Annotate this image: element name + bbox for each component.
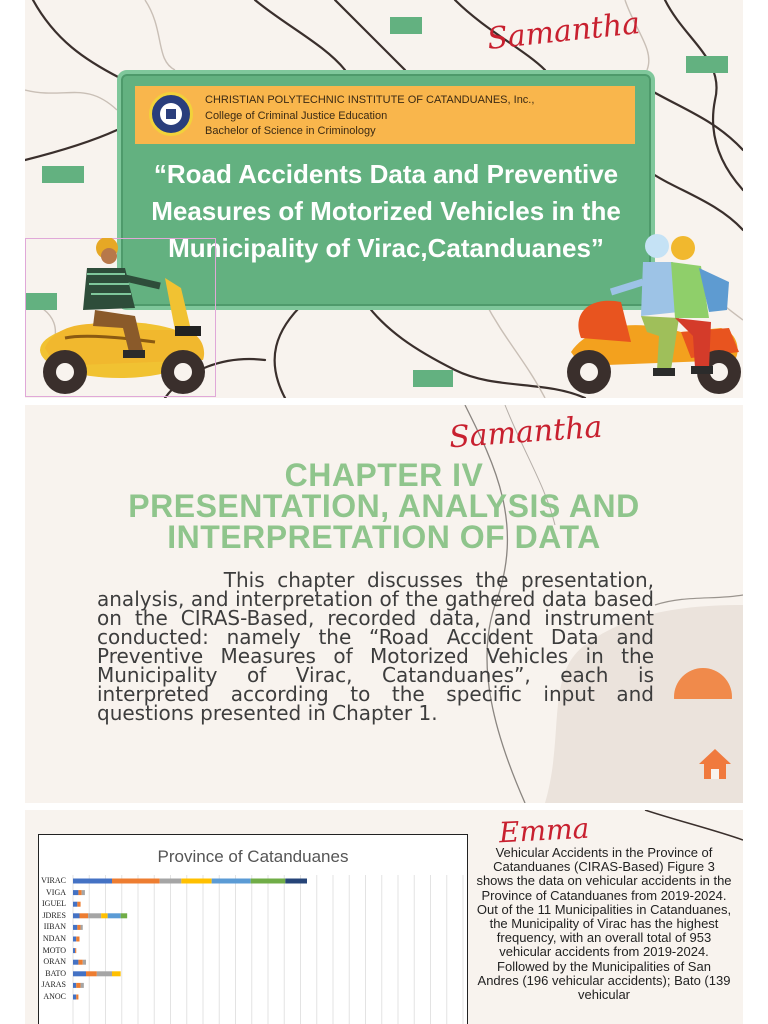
institution-name: CHRISTIAN POLYTECHNIC INSTITUTE OF CATANDUANES, Inc.,: [205, 94, 535, 106]
chart-bar-segment: [97, 971, 112, 976]
chart-bar-segment: [76, 995, 78, 1000]
chart-bar-segment: [73, 913, 80, 918]
signature: Emma: [498, 811, 591, 850]
chart-bar-segment: [73, 937, 76, 942]
chart-bar-segment: [112, 971, 121, 976]
chart-tick-label: IGUEL: [42, 899, 66, 909]
chart-bar-segment: [75, 948, 76, 953]
chart-bar-segment: [73, 983, 76, 988]
institution-seal-logo: [149, 92, 193, 136]
chapter-title-line2: INTERPRETATION OF DATA: [167, 519, 601, 555]
scooter-rider-illustration: [25, 238, 217, 398]
chart-bar-segment: [212, 879, 251, 884]
chart-bar-segment: [86, 971, 97, 976]
chart-bar-segment: [77, 925, 80, 930]
research-title: “Road Accidents Data and Preventive Measures of Motorized Vehicles in the Municipality of Virac,Catanduanes”: [151, 159, 621, 263]
chart-bar-segment: [81, 983, 84, 988]
home-icon: [697, 747, 733, 781]
chart-bar-segment: [73, 925, 77, 930]
chart-bar-segment: [73, 960, 78, 965]
chapter-title-line1: PRESENTATION, ANALYSIS AND: [128, 488, 640, 524]
chapter-number: CHAPTER IV: [284, 457, 484, 493]
chart-tick-label: VIRAC: [41, 876, 66, 885]
chart-title: Province of Catanduanes: [157, 847, 349, 866]
chart-bar-segment: [80, 913, 89, 918]
chart-bar-segment: [73, 971, 86, 976]
chart-bar-segment: [83, 960, 86, 965]
figure-section: [25, 810, 743, 1024]
map-marker-tag: [413, 370, 453, 387]
chart-tick-label: JDRES: [42, 910, 66, 920]
chart-tick-label: NDAN: [42, 934, 66, 943]
chart-bar-segment: [73, 890, 78, 895]
chart-bar-segment: [76, 983, 80, 988]
map-marker-tag: [42, 166, 84, 183]
chart-bar-segment: [88, 913, 101, 918]
chart-bar-segment: [73, 879, 112, 884]
signature: Samantha: [447, 409, 604, 456]
chart-bar-segment: [285, 879, 307, 884]
chart-tick-label: JARAS: [41, 980, 66, 990]
map-marker-tag: [686, 56, 728, 73]
chapter-introduction-paragraph: This chapter discusses the presentation, analysis, and interpretation of the gathered data based on the CIRAS-Based, recorded data, and instrument conducted: namely the “Road Accident Data and Preventive Measures of Motorized Vehicles in the Municipality of Virac, Catanduanes”, each is interpreted according to the specific input and questions presented in Chapter 1.: [97, 568, 654, 725]
chart-bar-segment: [121, 913, 128, 918]
college-name: College of Criminal Justice Education: [205, 110, 388, 122]
chart-bar-segment: [82, 890, 85, 895]
chart-plot-area: [39, 835, 467, 1024]
chart-bar-segment: [76, 937, 79, 942]
chart-bar-segment: [78, 890, 81, 895]
chart-bar-segment: [73, 902, 77, 907]
chart-tick-label: ANOC: [43, 992, 66, 1001]
chapter-section: [25, 405, 743, 803]
chart-bar-segment: [73, 995, 76, 1000]
chart-tick-label: VIGA: [46, 887, 66, 897]
chart-tick-label: BATO: [45, 968, 66, 978]
chart-bar-segment: [160, 879, 182, 884]
chart-bar-segment: [81, 925, 83, 930]
chart-tick-label: MOTO: [42, 945, 66, 955]
chart-bar-segment: [181, 879, 211, 884]
chart-bar-segment: [108, 913, 121, 918]
map-marker-tag: [390, 17, 422, 34]
chart-bar-segment: [73, 948, 75, 953]
figure-description: Vehicular Accidents in the Province of Catanduanes (CIRAS-Based) Figure 3 shows the data on vehicular accidents in the Province of Catanduanes from 2019-2024. Out of the 11 Municipalities in Catanduanes, the Municipality of Virac has the highest frequency, with an overall total of 953 vehicular accidents from 2019-2024. Followed by the Municipalities of San Andres (196 vehicular accidents); Bato (139 vehicular: [476, 845, 732, 1003]
chart-bar-segment: [78, 960, 82, 965]
chart-tick-label: ORAN: [43, 957, 66, 967]
accidents-bar-chart: [38, 834, 468, 1024]
program-name: Bachelor of Science in Criminology: [205, 125, 376, 137]
chart-bar-segment: [77, 902, 80, 907]
cover-section: [25, 0, 743, 398]
chart-bar-segment: [251, 879, 286, 884]
signature: Samantha: [485, 6, 642, 57]
chart-bar-segment: [101, 913, 108, 918]
chart-tick-label: IIBAN: [43, 922, 66, 932]
couple-scooter-illustration: [551, 232, 743, 398]
institution-banner: [135, 86, 635, 144]
chart-bar-segment: [112, 879, 160, 884]
